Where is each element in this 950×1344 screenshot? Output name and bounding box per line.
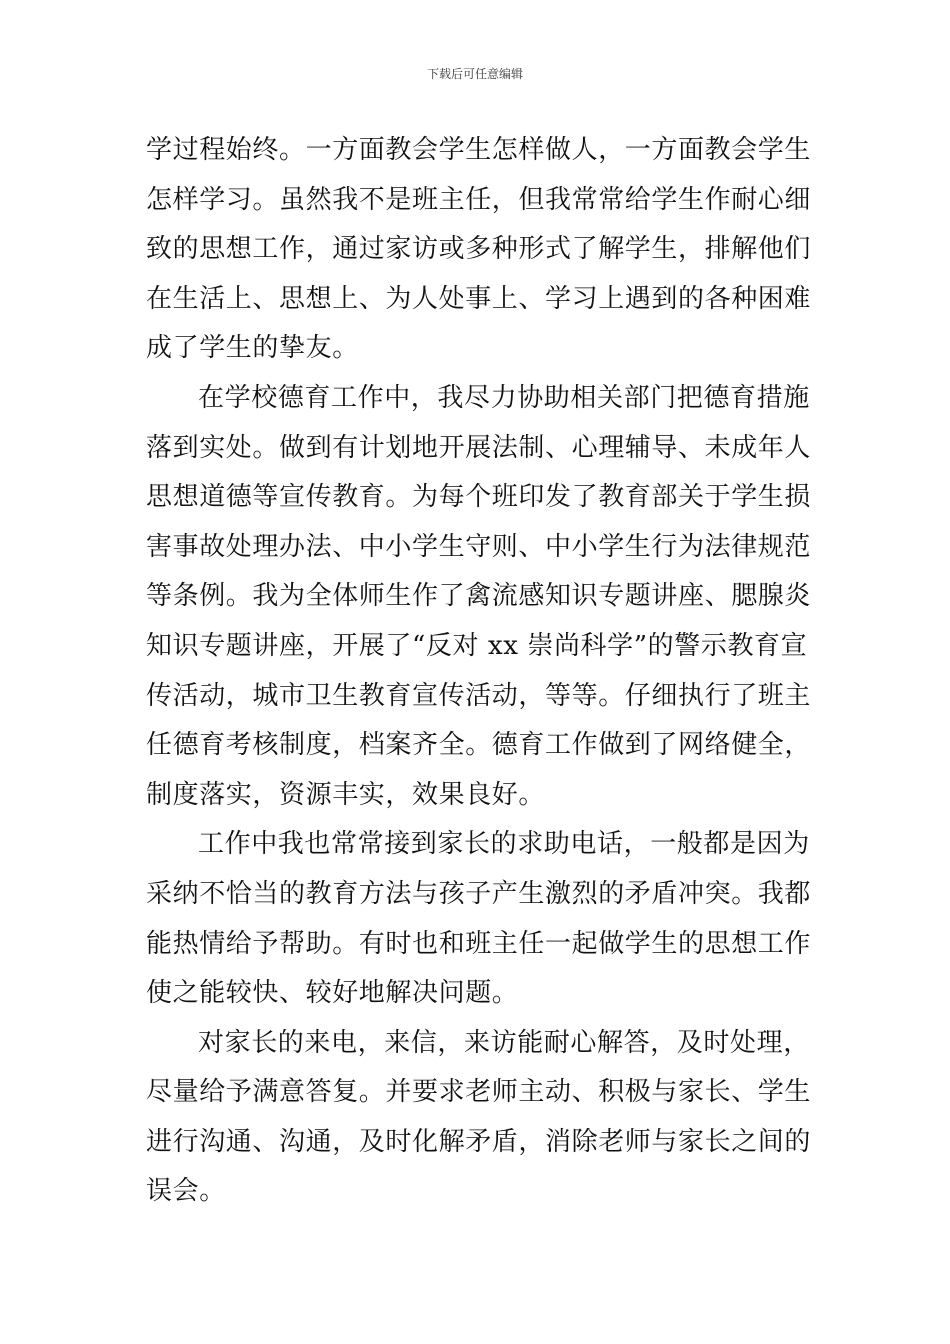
document-body: [146, 126, 812, 1217]
text-line: 任德育考核制度，档案齐全。德育工作做到了网络健全，: [146, 730, 812, 761]
paragraph-start-line: 在学校德育工作中，我尽力协助相关部门把德育措施: [198, 382, 810, 413]
page-header: 下载后可任意编辑: [426, 67, 523, 81]
text-line: 学过程始终。一方面教会学生怎样做人，一方面教会学生: [146, 135, 812, 165]
text-line: 害事故处理办法、中小学生守则、中小学生行为法律规范: [146, 531, 812, 562]
text-line: 思想道德等宣传教育。为每个班印发了教育部关于学生损: [146, 482, 812, 513]
paragraph-start-line: 工作中我也常常接到家长的求助电话，一般都是因为: [198, 829, 810, 860]
text-line: 等条例。我为全体师生作了禽流感知识专题讲座、腮腺炎: [146, 581, 812, 612]
text-line: 进行沟通、沟通，及时化解矛盾，消除老师与家长之间的: [146, 1126, 812, 1157]
text-line: 怎样学习。虽然我不是班主任，但我常常给学生作耐心细: [146, 184, 812, 215]
text-line: 在生活上、思想上、为人处事上、学习上遇到的各种困难: [146, 283, 812, 314]
text-line: 采纳不恰当的教育方法与孩子产生激烈的矛盾冲突。我都: [146, 878, 812, 909]
text-line: 致的思想工作，通过家访或多种形式了解学生，排解他们: [146, 234, 812, 265]
text-line: 知识专题讲座，开展了“反对 xx 崇尚科学”的警示教育宣: [146, 630, 808, 661]
text-line: 传活动，城市卫生教育宣传活动，等等。仔细执行了班主: [146, 680, 812, 711]
text-line: 落到实处。做到有计划地开展法制、心理辅导、未成年人: [146, 432, 812, 463]
text-line: 误会。: [146, 1176, 226, 1207]
text-line: 尽量给予满意答复。并要求老师主动、积极与家长、学生: [146, 1077, 812, 1108]
text-line: 能热情给予帮助。有时也和班主任一起做学生的思想工作: [146, 928, 812, 959]
text-line: 成了学生的挚友。: [146, 333, 359, 364]
paragraph-start-line: 对家长的来电，来信，来访能耐心解答，及时处理，: [198, 1027, 810, 1058]
text-line: 制度落实，资源丰实，效果良好。: [146, 779, 546, 810]
text-line: 使之能较快、较好地解决问题。: [146, 978, 519, 1009]
